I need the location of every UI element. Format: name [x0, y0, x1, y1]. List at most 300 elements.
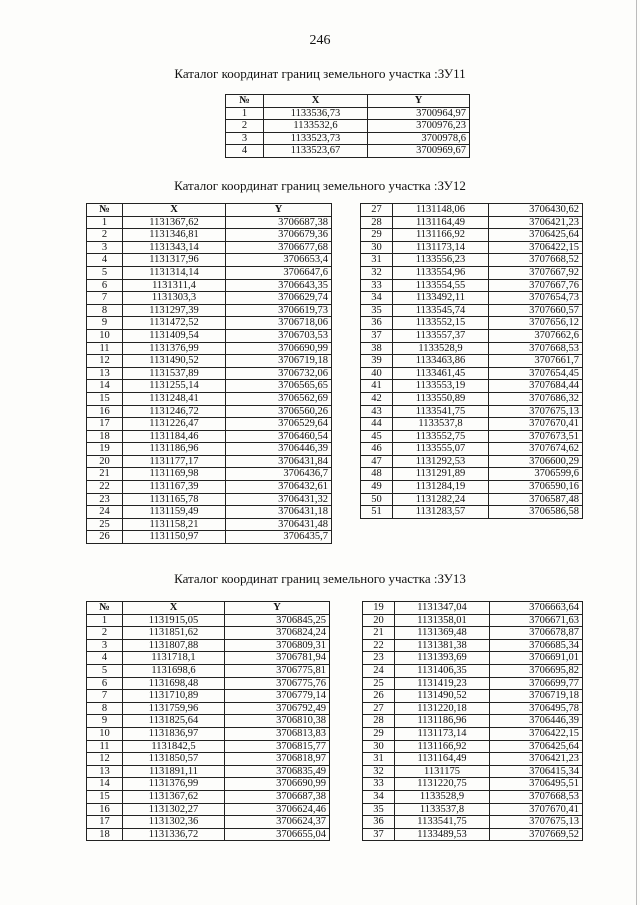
- point-number: 42: [361, 392, 393, 405]
- table-row: [87, 304, 332, 317]
- x-coordinate: 1133545,74: [393, 304, 489, 317]
- y-coordinate: 3706719,18: [490, 690, 583, 703]
- y-coordinate: 3706425,64: [490, 740, 583, 753]
- table-row: [87, 753, 330, 766]
- x-coordinate: 1131343,14: [123, 241, 226, 254]
- x-coordinate: 1131851,62: [123, 627, 225, 640]
- y-coordinate: 3706687,38: [225, 790, 330, 803]
- y-coordinate: 3706699,77: [490, 677, 583, 690]
- point-number: 1: [87, 216, 123, 229]
- y-coordinate: 3707668,53: [490, 790, 583, 803]
- table-row: [87, 639, 330, 652]
- point-number: 30: [363, 740, 395, 753]
- y-coordinate: 3706432,61: [226, 481, 332, 494]
- y-coordinate: 3707667,76: [489, 279, 583, 292]
- y-coordinate: 3706446,39: [490, 715, 583, 728]
- x-coordinate: 1133532,6: [264, 120, 368, 133]
- table-row: [361, 254, 583, 267]
- zu13-coordinates-table-right: [362, 601, 583, 841]
- y-coordinate: 3707668,52: [489, 254, 583, 267]
- header-y: Y: [226, 204, 332, 217]
- x-coordinate: 1131255,14: [123, 380, 226, 393]
- table-row: [87, 216, 332, 229]
- y-coordinate: 3706422,15: [489, 241, 583, 254]
- zu13-title: Каталог координат границ земельного участка :ЗУ13: [174, 571, 466, 586]
- point-number: 15: [87, 392, 123, 405]
- x-coordinate: 1131419,23: [395, 677, 490, 690]
- y-coordinate: 3706835,49: [225, 765, 330, 778]
- table-row: [361, 430, 583, 443]
- table-row: [363, 740, 583, 753]
- table-row: [87, 627, 330, 640]
- x-coordinate: 1133552,75: [393, 430, 489, 443]
- x-coordinate: 1133489,53: [395, 828, 490, 841]
- x-coordinate: 1133492,11: [393, 292, 489, 305]
- x-coordinate: 1131317,96: [123, 254, 226, 267]
- x-coordinate: 1131381,38: [395, 639, 490, 652]
- y-coordinate: 3706421,23: [489, 216, 583, 229]
- table-row: [87, 292, 332, 305]
- x-coordinate: 1131698,48: [123, 677, 225, 690]
- point-number: 7: [87, 690, 123, 703]
- x-coordinate: 1131825,64: [123, 715, 225, 728]
- point-number: 4: [87, 652, 123, 665]
- x-coordinate: 1131292,53: [393, 455, 489, 468]
- y-coordinate: 3707686,32: [489, 392, 583, 405]
- x-coordinate: 1133541,75: [393, 405, 489, 418]
- point-number: 25: [363, 677, 395, 690]
- point-number: 10: [87, 329, 123, 342]
- table-row: [363, 690, 583, 703]
- zu13-coordinates-table-left: [86, 601, 330, 841]
- x-coordinate: 1131164,49: [395, 753, 490, 766]
- x-coordinate: 1133550,89: [393, 392, 489, 405]
- table-row: [363, 727, 583, 740]
- x-coordinate: 1131850,57: [123, 753, 225, 766]
- table-row: [361, 493, 583, 506]
- point-number: 41: [361, 380, 393, 393]
- point-number: 33: [361, 279, 393, 292]
- table-row: [87, 266, 332, 279]
- point-number: 17: [87, 418, 123, 431]
- point-number: 8: [87, 304, 123, 317]
- x-coordinate: 1131358,01: [395, 614, 490, 627]
- table-row: [226, 107, 470, 120]
- x-coordinate: 1131472,52: [123, 317, 226, 330]
- x-coordinate: 1131159,49: [123, 506, 226, 519]
- table-header-row: [87, 602, 330, 615]
- point-number: 4: [87, 254, 123, 267]
- zu11-title: Каталог координат границ земельного участка :ЗУ11: [174, 66, 466, 81]
- point-number: 12: [87, 355, 123, 368]
- point-number: 25: [87, 518, 123, 531]
- y-coordinate: 3707660,57: [489, 304, 583, 317]
- point-number: 34: [363, 790, 395, 803]
- table-row: [226, 120, 470, 133]
- table-row: [363, 639, 583, 652]
- table-row: [87, 493, 332, 506]
- point-number: 5: [87, 664, 123, 677]
- y-coordinate: 3707654,73: [489, 292, 583, 305]
- point-number: 31: [361, 254, 393, 267]
- table-row: [361, 241, 583, 254]
- point-number: 9: [87, 715, 123, 728]
- x-coordinate: 1131393,69: [395, 652, 490, 665]
- y-coordinate: 3706671,63: [490, 614, 583, 627]
- point-number: 26: [87, 531, 123, 544]
- header-x: X: [264, 95, 368, 108]
- table-row: [87, 765, 330, 778]
- y-coordinate: 3706600,29: [489, 455, 583, 468]
- x-coordinate: 1133523,67: [264, 145, 368, 158]
- point-number: 20: [363, 614, 395, 627]
- scan-edge-line: [636, 0, 637, 905]
- y-coordinate: 3706690,99: [225, 778, 330, 791]
- y-coordinate: 3706436,7: [226, 468, 332, 481]
- point-number: 47: [361, 455, 393, 468]
- x-coordinate: 1131376,99: [123, 778, 225, 791]
- point-number: 36: [363, 816, 395, 829]
- table-header-row: [87, 204, 332, 217]
- x-coordinate: 1131915,05: [123, 614, 225, 627]
- y-coordinate: 3706653,4: [226, 254, 332, 267]
- x-coordinate: 1131186,96: [395, 715, 490, 728]
- y-coordinate: 3706624,37: [225, 816, 330, 829]
- point-number: 11: [87, 740, 123, 753]
- table-row: [363, 627, 583, 640]
- table-row: [363, 677, 583, 690]
- table-row: [361, 342, 583, 355]
- point-number: 7: [87, 292, 123, 305]
- point-number: 6: [87, 677, 123, 690]
- y-coordinate: 3707675,13: [489, 405, 583, 418]
- point-number: 27: [363, 702, 395, 715]
- table-row: [87, 380, 332, 393]
- y-coordinate: 3707662,6: [489, 329, 583, 342]
- table-row: [87, 468, 332, 481]
- table-row: [87, 254, 332, 267]
- table-row: [87, 443, 332, 456]
- point-number: 45: [361, 430, 393, 443]
- point-number: 23: [87, 493, 123, 506]
- y-coordinate: 3706845,25: [225, 614, 330, 627]
- table-row: [363, 765, 583, 778]
- table-row: [87, 405, 332, 418]
- y-coordinate: 3706431,84: [226, 455, 332, 468]
- x-coordinate: 1133461,45: [393, 367, 489, 380]
- x-coordinate: 1131297,39: [123, 304, 226, 317]
- x-coordinate: 1131302,36: [123, 816, 225, 829]
- page-number: 246: [309, 33, 331, 48]
- x-coordinate: 1131291,89: [393, 468, 489, 481]
- point-number: 16: [87, 803, 123, 816]
- y-coordinate: 3706663,64: [490, 602, 583, 615]
- point-number: 31: [363, 753, 395, 766]
- y-coordinate: 3706719,18: [226, 355, 332, 368]
- table-row: [363, 778, 583, 791]
- x-coordinate: 1133555,07: [393, 443, 489, 456]
- y-coordinate: 3706775,76: [225, 677, 330, 690]
- table-row: [87, 664, 330, 677]
- y-coordinate: 3707670,41: [490, 803, 583, 816]
- x-coordinate: 1133537,8: [393, 418, 489, 431]
- table-row: [361, 292, 583, 305]
- y-coordinate: 3706643,35: [226, 279, 332, 292]
- table-row: [363, 702, 583, 715]
- point-number: 18: [87, 828, 123, 841]
- header-number: №: [87, 204, 123, 217]
- x-coordinate: 1131347,04: [395, 602, 490, 615]
- point-number: 17: [87, 816, 123, 829]
- table-row: [87, 518, 332, 531]
- point-number: 14: [87, 778, 123, 791]
- point-number: 49: [361, 481, 393, 494]
- y-coordinate: 3706431,48: [226, 518, 332, 531]
- point-number: 26: [363, 690, 395, 703]
- point-number: 24: [87, 506, 123, 519]
- x-coordinate: 1131175: [395, 765, 490, 778]
- x-coordinate: 1131336,72: [123, 828, 225, 841]
- table-row: [361, 392, 583, 405]
- point-number: 14: [87, 380, 123, 393]
- y-coordinate: 3700978,6: [368, 132, 470, 145]
- point-number: 51: [361, 506, 393, 519]
- table-row: [361, 367, 583, 380]
- y-coordinate: 3706718,06: [226, 317, 332, 330]
- x-coordinate: 1133541,75: [395, 816, 490, 829]
- point-number: 32: [363, 765, 395, 778]
- y-coordinate: 3706810,38: [225, 715, 330, 728]
- y-coordinate: 3706431,32: [226, 493, 332, 506]
- y-coordinate: 3706677,68: [226, 241, 332, 254]
- x-coordinate: 1131710,89: [123, 690, 225, 703]
- y-coordinate: 3706685,34: [490, 639, 583, 652]
- table-row: [363, 790, 583, 803]
- table-row: [87, 702, 330, 715]
- point-number: 19: [363, 602, 395, 615]
- y-coordinate: 3706560,26: [226, 405, 332, 418]
- x-coordinate: 1131284,19: [393, 481, 489, 494]
- zu11-coordinates-table: [225, 94, 470, 158]
- x-coordinate: 1131177,17: [123, 455, 226, 468]
- point-number: 33: [363, 778, 395, 791]
- zu12-coordinates-table-right: [360, 203, 583, 519]
- table-row: [363, 614, 583, 627]
- point-number: 50: [361, 493, 393, 506]
- table-row: [87, 430, 332, 443]
- y-coordinate: 3706695,82: [490, 664, 583, 677]
- x-coordinate: 1131226,47: [123, 418, 226, 431]
- y-coordinate: 3706691,01: [490, 652, 583, 665]
- x-coordinate: 1131220,75: [395, 778, 490, 791]
- x-coordinate: 1133554,55: [393, 279, 489, 292]
- header-y: Y: [225, 602, 330, 615]
- y-coordinate: 3706415,34: [490, 765, 583, 778]
- x-coordinate: 1131169,98: [123, 468, 226, 481]
- table-row: [226, 132, 470, 145]
- table-row: [361, 266, 583, 279]
- x-coordinate: 1131150,97: [123, 531, 226, 544]
- table-row: [87, 355, 332, 368]
- y-coordinate: 3706815,77: [225, 740, 330, 753]
- x-coordinate: 1131367,62: [123, 216, 226, 229]
- table-row: [87, 418, 332, 431]
- x-coordinate: 1133557,37: [393, 329, 489, 342]
- x-coordinate: 1131282,24: [393, 493, 489, 506]
- point-number: 38: [361, 342, 393, 355]
- header-number: №: [226, 95, 264, 108]
- y-coordinate: 3706619,73: [226, 304, 332, 317]
- table-row: [363, 652, 583, 665]
- x-coordinate: 1131173,14: [395, 727, 490, 740]
- y-coordinate: 3706421,23: [490, 753, 583, 766]
- table-row: [361, 279, 583, 292]
- point-number: 5: [87, 266, 123, 279]
- y-coordinate: 3707654,45: [489, 367, 583, 380]
- x-coordinate: 1131718,1: [123, 652, 225, 665]
- point-number: 20: [87, 455, 123, 468]
- x-coordinate: 1131166,92: [395, 740, 490, 753]
- x-coordinate: 1131184,46: [123, 430, 226, 443]
- table-row: [87, 342, 332, 355]
- point-number: 22: [363, 639, 395, 652]
- x-coordinate: 1131303,3: [123, 292, 226, 305]
- y-coordinate: 3706565,65: [226, 380, 332, 393]
- table-row: [361, 380, 583, 393]
- point-number: 3: [226, 132, 264, 145]
- table-row: [87, 778, 330, 791]
- point-number: 35: [361, 304, 393, 317]
- y-coordinate: 3706775,81: [225, 664, 330, 677]
- point-number: 9: [87, 317, 123, 330]
- x-coordinate: 1131891,11: [123, 765, 225, 778]
- point-number: 36: [361, 317, 393, 330]
- point-number: 35: [363, 803, 395, 816]
- x-coordinate: 1131302,27: [123, 803, 225, 816]
- x-coordinate: 1131220,18: [395, 702, 490, 715]
- table-row: [361, 418, 583, 431]
- x-coordinate: 1131376,99: [123, 342, 226, 355]
- y-coordinate: 3707673,51: [489, 430, 583, 443]
- y-coordinate: 3706679,36: [226, 229, 332, 242]
- y-coordinate: 3706732,06: [226, 367, 332, 380]
- point-number: 21: [363, 627, 395, 640]
- table-row: [87, 279, 332, 292]
- y-coordinate: 3706431,18: [226, 506, 332, 519]
- point-number: 28: [363, 715, 395, 728]
- table-row: [361, 317, 583, 330]
- point-number: 29: [361, 229, 393, 242]
- y-coordinate: 3706687,38: [226, 216, 332, 229]
- x-coordinate: 1131283,57: [393, 506, 489, 519]
- y-coordinate: 3706624,46: [225, 803, 330, 816]
- point-number: 3: [87, 241, 123, 254]
- table-row: [361, 481, 583, 494]
- table-row: [87, 229, 332, 242]
- x-coordinate: 1131759,96: [123, 702, 225, 715]
- point-number: 13: [87, 765, 123, 778]
- zu12-title: Каталог координат границ земельного участка :ЗУ12: [174, 178, 466, 193]
- y-coordinate: 3707669,52: [490, 828, 583, 841]
- x-coordinate: 1131173,14: [393, 241, 489, 254]
- point-number: 2: [226, 120, 264, 133]
- header-number: №: [87, 602, 123, 615]
- x-coordinate: 1133523,73: [264, 132, 368, 145]
- point-number: 6: [87, 279, 123, 292]
- table-row: [87, 614, 330, 627]
- y-coordinate: 3706678,87: [490, 627, 583, 640]
- table-row: [87, 652, 330, 665]
- point-number: 22: [87, 481, 123, 494]
- table-row: [361, 468, 583, 481]
- x-coordinate: 1131186,96: [123, 443, 226, 456]
- point-number: 37: [363, 828, 395, 841]
- x-coordinate: 1131311,4: [123, 279, 226, 292]
- point-number: 24: [363, 664, 395, 677]
- point-number: 1: [87, 614, 123, 627]
- x-coordinate: 1131165,78: [123, 493, 226, 506]
- point-number: 48: [361, 468, 393, 481]
- y-coordinate: 3706703,53: [226, 329, 332, 342]
- point-number: 10: [87, 727, 123, 740]
- point-number: 44: [361, 418, 393, 431]
- point-number: 30: [361, 241, 393, 254]
- point-number: 34: [361, 292, 393, 305]
- point-number: 18: [87, 430, 123, 443]
- y-coordinate: 3700976,23: [368, 120, 470, 133]
- x-coordinate: 1131166,92: [393, 229, 489, 242]
- y-coordinate: 3706587,48: [489, 493, 583, 506]
- table-row: [87, 367, 332, 380]
- point-number: 2: [87, 229, 123, 242]
- table-row: [87, 727, 330, 740]
- y-coordinate: 3706446,39: [226, 443, 332, 456]
- point-number: 40: [361, 367, 393, 380]
- y-coordinate: 3706590,16: [489, 481, 583, 494]
- y-coordinate: 3706422,15: [490, 727, 583, 740]
- zu12-coordinates-table-left: [86, 203, 332, 544]
- point-number: 43: [361, 405, 393, 418]
- y-coordinate: 3706809,31: [225, 639, 330, 652]
- point-number: 15: [87, 790, 123, 803]
- x-coordinate: 1131369,48: [395, 627, 490, 640]
- table-row: [226, 145, 470, 158]
- x-coordinate: 1131406,35: [395, 664, 490, 677]
- point-number: 3: [87, 639, 123, 652]
- point-number: 2: [87, 627, 123, 640]
- x-coordinate: 1133537,8: [395, 803, 490, 816]
- x-coordinate: 1131164,49: [393, 216, 489, 229]
- table-row: [361, 229, 583, 242]
- x-coordinate: 1131537,89: [123, 367, 226, 380]
- y-coordinate: 3707656,12: [489, 317, 583, 330]
- table-row: [87, 455, 332, 468]
- x-coordinate: 1131836,97: [123, 727, 225, 740]
- table-row: [87, 740, 330, 753]
- x-coordinate: 1131490,52: [123, 355, 226, 368]
- table-row: [87, 790, 330, 803]
- table-row: [363, 602, 583, 615]
- y-coordinate: 3706655,04: [225, 828, 330, 841]
- table-row: [87, 828, 330, 841]
- point-number: 21: [87, 468, 123, 481]
- y-coordinate: 3706430,62: [489, 204, 583, 217]
- y-coordinate: 3706599,6: [489, 468, 583, 481]
- y-coordinate: 3706586,58: [489, 506, 583, 519]
- table-row: [361, 304, 583, 317]
- y-coordinate: 3700964,97: [368, 107, 470, 120]
- table-row: [363, 828, 583, 841]
